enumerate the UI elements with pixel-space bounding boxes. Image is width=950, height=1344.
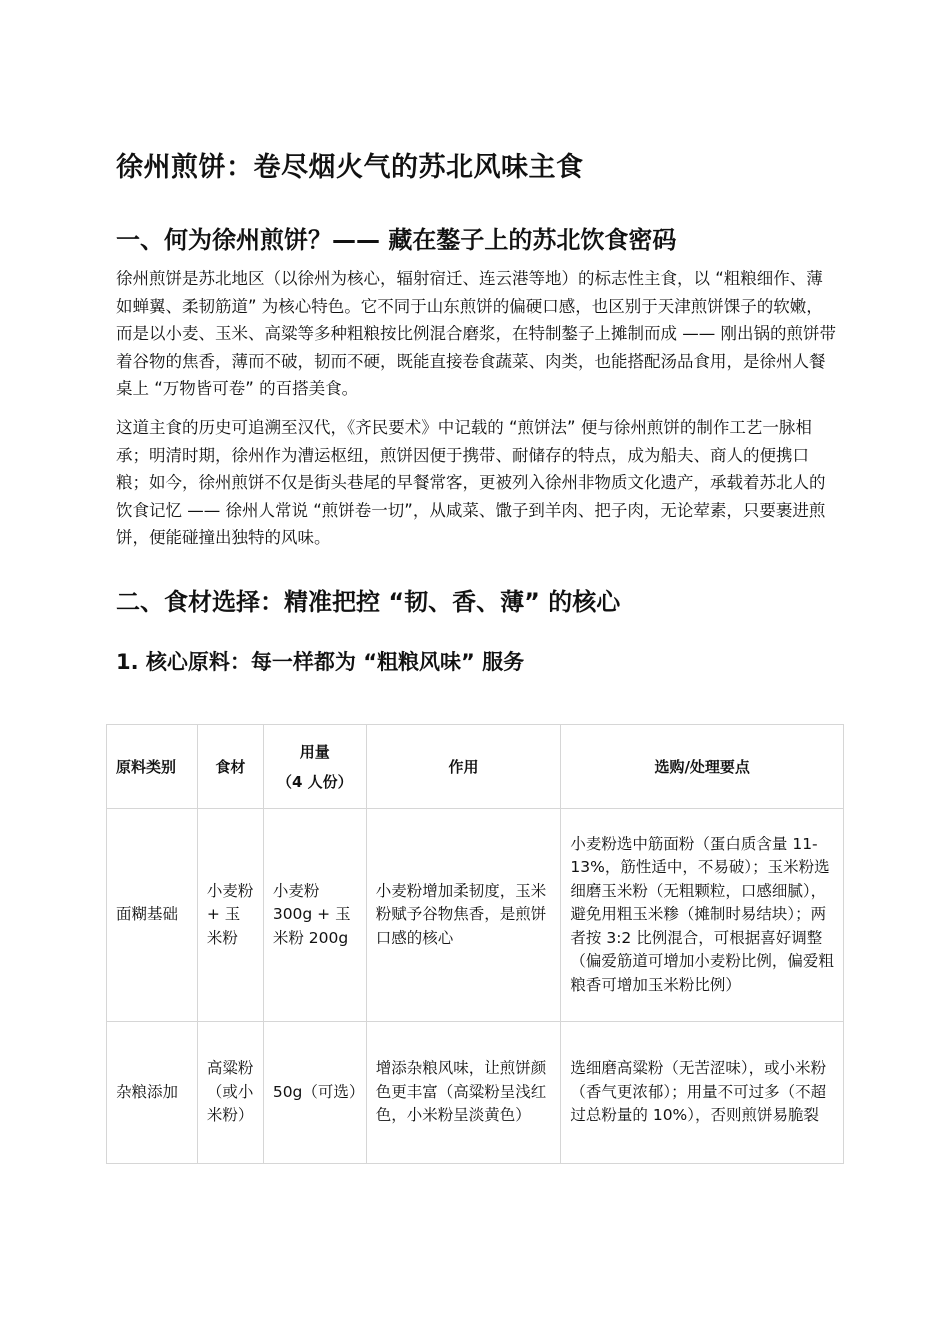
table-row: [107, 809, 844, 1022]
cell-tips: 小麦粉选中筋面粉（蛋白质含量 11-13%，筋性适中，不易破）；玉米粉选细磨玉米粉（无粗颗粒，口感细腻），避免用粗玉米糁（摊制时易结块）；两者按 3:2 比例混合，可根据喜好调整（偏爱筋道可增加小麦粉比例，偏爱粗粮香可增加玉米粉比例）: [561, 809, 844, 1022]
table-row: [107, 1022, 844, 1164]
header-ingredient: 食材: [197, 725, 263, 809]
cell-tips: 选细磨高粱粉（无苦涩味），或小米粉（香气更浓郁）；用量不可过多（不超过总粉量的 10%），否则煎饼易脆裂: [561, 1022, 844, 1164]
header-tips: 选购/处理要点: [561, 725, 844, 809]
cell-amount: 小麦粉 300g + 玉米粉 200g: [263, 809, 366, 1022]
header-effect: 作用: [366, 725, 561, 809]
document-title: 徐州煎饼：卷尽烟火气的苏北风味主食: [116, 152, 584, 183]
cell-amount: 50g（可选）: [263, 1022, 366, 1164]
cell-effect: 增添杂粮风味，让煎饼颜色更丰富（高粱粉呈浅红色，小米粉呈淡黄色）: [366, 1022, 561, 1164]
cell-ingredient: 小麦粉 + 玉米粉: [197, 809, 263, 1022]
subsection-1-heading: 1. 核心原料：每一样都为 “粗粮风味” 服务: [116, 650, 525, 674]
table-header-row: [107, 725, 844, 809]
ingredients-table: [106, 724, 844, 1164]
section-1-paragraph-1: 徐州煎饼是苏北地区（以徐州为核心，辐射宿迁、连云港等地）的标志性主食，以 “粗粮细作、薄如蝉翼、柔韧筋道” 为核心特色。它不同于山东煎饼的偏硬口感，也区别于天津煎饼馃子的软嫩，而是以小麦、玉米、高粱等多种粗粮按比例混合磨浆，在特制鏊子上摊制而成 —— 刚出锅的煎饼带着谷物的焦香，薄而不破，韧而不硬，既能直接卷食蔬菜、肉类，也能搭配汤品食用，是徐州人餐桌上 “万物皆可卷” 的百搭美食。: [116, 269, 836, 398]
header-amount-line1: 用量: [299, 742, 330, 761]
cell-ingredient: 高粱粉（或小米粉）: [197, 1022, 263, 1164]
section-2-heading: 二、食材选择：精准把控 “韧、香、薄” 的核心: [116, 588, 621, 616]
header-category: 原料类别: [107, 725, 198, 809]
header-amount: [263, 725, 366, 809]
section-1-heading: 一、何为徐州煎饼？—— 藏在鏊子上的苏北饮食密码: [116, 226, 677, 254]
section-1-paragraph-2: 这道主食的历史可追溯至汉代，《齐民要术》中记载的 “煎饼法” 便与徐州煎饼的制作工艺一脉相承；明清时期，徐州作为漕运枢纽，煎饼因便于携带、耐储存的特点，成为船夫、商人的便携口粮；如今，徐州煎饼不仅是街头巷尾的早餐常客，更被列入徐州非物质文化遗产，承载着苏北人的饮食记忆 —— 徐州人常说 “煎饼卷一切”，从咸菜、馓子到羊肉、把子肉，无论荤素，只要裹进煎饼，便能碰撞出独特的风味。: [116, 418, 826, 547]
cell-effect: 小麦粉增加柔韧度，玉米粉赋予谷物焦香，是煎饼口感的核心: [366, 809, 561, 1022]
cell-category: 杂粮添加: [107, 1022, 198, 1164]
cell-category: 面糊基础: [107, 809, 198, 1022]
header-amount-line2: （4 人份）: [276, 772, 353, 791]
